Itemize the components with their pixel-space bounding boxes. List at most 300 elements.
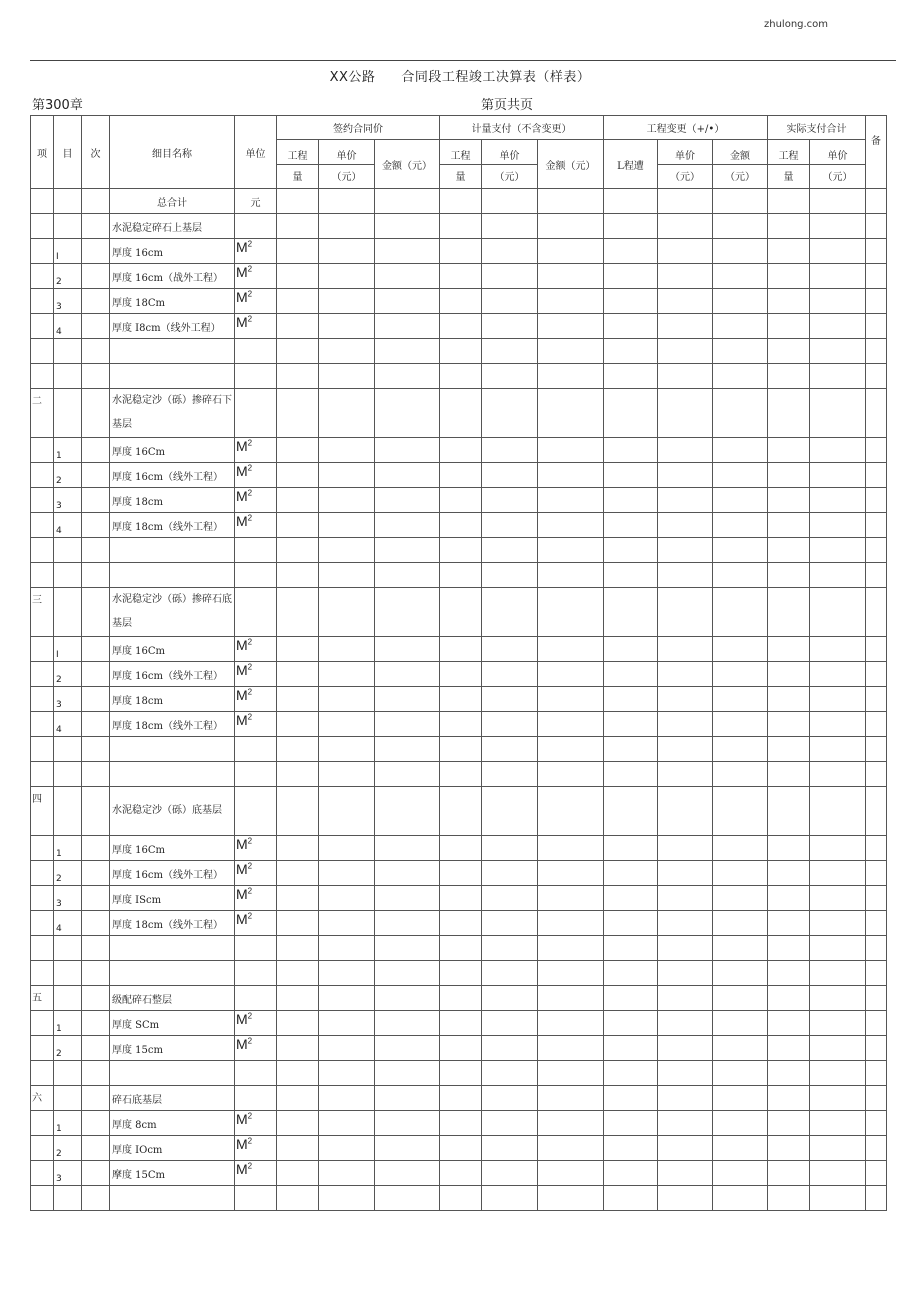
cell xyxy=(713,563,768,588)
cell xyxy=(538,986,604,1011)
unit-label: M xyxy=(236,836,248,852)
cell xyxy=(31,314,54,339)
cell xyxy=(375,538,440,563)
header-change-qty: L程遭 xyxy=(604,140,658,189)
cell xyxy=(658,214,713,239)
cell xyxy=(482,662,538,687)
cell xyxy=(768,264,810,289)
cell xyxy=(810,364,866,389)
cell xyxy=(31,1011,54,1036)
cell xyxy=(82,1111,110,1136)
cell xyxy=(538,314,604,339)
cell xyxy=(538,1186,604,1211)
cell xyxy=(375,787,440,836)
cell xyxy=(319,662,375,687)
cell xyxy=(482,1136,538,1161)
cell xyxy=(375,1086,440,1111)
header-measured-amount: 金额（元） xyxy=(538,140,604,189)
cell xyxy=(82,563,110,588)
cell xyxy=(482,339,538,364)
header-measured-qty: 工程 xyxy=(440,140,482,165)
cell xyxy=(440,239,482,264)
unit-label: M xyxy=(236,264,248,280)
cell xyxy=(538,364,604,389)
cell xyxy=(31,861,54,886)
unit-cell xyxy=(235,637,277,662)
sub-item-number: 2 xyxy=(54,264,82,289)
cell xyxy=(110,563,235,588)
cell xyxy=(866,1036,887,1061)
cell xyxy=(768,687,810,712)
section-number: 二 xyxy=(31,389,54,438)
cell xyxy=(440,563,482,588)
header-contract-price-2: （元） xyxy=(319,165,375,189)
cell xyxy=(277,314,319,339)
cell xyxy=(713,214,768,239)
cell xyxy=(277,886,319,911)
cell xyxy=(440,339,482,364)
item-name: 厚度 16Cm xyxy=(110,637,235,662)
cell xyxy=(319,1161,375,1186)
cell xyxy=(866,488,887,513)
unit-cell xyxy=(235,687,277,712)
unit-label: M xyxy=(236,637,248,653)
header-change-price-2: （元） xyxy=(658,165,713,189)
cell xyxy=(31,1186,54,1211)
cell xyxy=(604,911,658,936)
cell xyxy=(866,389,887,438)
cell xyxy=(713,762,768,787)
cell xyxy=(810,339,866,364)
header-rule xyxy=(30,60,896,61)
cell xyxy=(319,339,375,364)
cell xyxy=(810,787,866,836)
cell xyxy=(235,1186,277,1211)
cell xyxy=(538,762,604,787)
cell xyxy=(277,189,319,214)
cell xyxy=(440,886,482,911)
header-actual-qty-2: 量 xyxy=(768,165,810,189)
unit-exponent: 2 xyxy=(247,886,253,896)
cell xyxy=(235,538,277,563)
sub-item-number: I xyxy=(54,239,82,264)
cell xyxy=(713,289,768,314)
cell xyxy=(375,563,440,588)
cell xyxy=(538,488,604,513)
cell xyxy=(538,1111,604,1136)
cell xyxy=(277,463,319,488)
cell xyxy=(538,737,604,762)
cell xyxy=(440,214,482,239)
cell xyxy=(110,364,235,389)
unit-cell xyxy=(235,1036,277,1061)
cell xyxy=(482,1086,538,1111)
cell xyxy=(277,513,319,538)
unit-exponent: 2 xyxy=(247,1136,253,1146)
cell xyxy=(604,488,658,513)
unit-cell xyxy=(235,911,277,936)
cell xyxy=(375,712,440,737)
sub-item-number: 2 xyxy=(54,463,82,488)
cell xyxy=(277,588,319,637)
unit-label: M xyxy=(236,1161,248,1177)
cell xyxy=(866,986,887,1011)
cell xyxy=(31,712,54,737)
cell xyxy=(810,911,866,936)
cell xyxy=(440,911,482,936)
cell xyxy=(440,314,482,339)
cell xyxy=(277,712,319,737)
cell xyxy=(319,861,375,886)
cell xyxy=(319,239,375,264)
cell xyxy=(54,339,82,364)
unit-exponent: 2 xyxy=(247,1111,253,1121)
cell xyxy=(110,936,235,961)
cell xyxy=(82,364,110,389)
cell xyxy=(658,986,713,1011)
unit-cell xyxy=(235,488,277,513)
cell xyxy=(31,662,54,687)
cell xyxy=(277,986,319,1011)
item-name: 厚度 16cm（线外工程） xyxy=(110,662,235,687)
cell xyxy=(604,214,658,239)
cell xyxy=(31,538,54,563)
header-contract-qty-2: 量 xyxy=(277,165,319,189)
cell xyxy=(319,189,375,214)
chapter-label: 第300章 xyxy=(32,98,83,113)
cell xyxy=(277,1011,319,1036)
table-row xyxy=(31,314,887,339)
cell xyxy=(866,189,887,214)
cell xyxy=(604,762,658,787)
cell xyxy=(277,264,319,289)
sub-item-number: 3 xyxy=(54,886,82,911)
cell xyxy=(713,886,768,911)
cell xyxy=(235,364,277,389)
unit-exponent: 2 xyxy=(247,488,253,498)
cell xyxy=(810,986,866,1011)
cell xyxy=(713,712,768,737)
sub-item-number: I xyxy=(54,637,82,662)
cell xyxy=(713,986,768,1011)
cell xyxy=(604,961,658,986)
item-name: 厚度 16cm xyxy=(110,239,235,264)
cell xyxy=(277,1186,319,1211)
table-row xyxy=(31,1111,887,1136)
cell xyxy=(604,1186,658,1211)
cell xyxy=(658,637,713,662)
header-item-name: 细目名称 xyxy=(110,116,235,189)
cell xyxy=(82,737,110,762)
cell xyxy=(768,662,810,687)
cell xyxy=(658,712,713,737)
cell xyxy=(482,463,538,488)
cell xyxy=(482,189,538,214)
cell xyxy=(810,637,866,662)
cell xyxy=(110,1186,235,1211)
cell xyxy=(482,687,538,712)
cell xyxy=(482,637,538,662)
sub-item-number: 1 xyxy=(54,1011,82,1036)
cell xyxy=(440,836,482,861)
cell xyxy=(235,961,277,986)
cell xyxy=(768,339,810,364)
cell xyxy=(768,389,810,438)
cell xyxy=(866,787,887,836)
cell xyxy=(658,886,713,911)
item-name: 摩度 15Cm xyxy=(110,1161,235,1186)
cell xyxy=(82,289,110,314)
cell xyxy=(768,239,810,264)
cell xyxy=(866,264,887,289)
cell xyxy=(31,1111,54,1136)
header-change: 工程变更（+/•） xyxy=(604,116,768,140)
unit-label: M xyxy=(236,1136,248,1152)
unit-exponent: 2 xyxy=(247,861,253,871)
cell xyxy=(375,314,440,339)
cell xyxy=(604,314,658,339)
cell xyxy=(31,264,54,289)
cell xyxy=(866,538,887,563)
cell xyxy=(277,787,319,836)
cell xyxy=(482,836,538,861)
table-row xyxy=(31,239,887,264)
cell xyxy=(482,538,538,563)
cell xyxy=(82,1036,110,1061)
item-name: 厚度 16Cm xyxy=(110,836,235,861)
cell xyxy=(604,986,658,1011)
cell xyxy=(768,836,810,861)
title-main: 合同段工程竣工决算表（样表） xyxy=(401,70,591,85)
cell xyxy=(866,339,887,364)
cell xyxy=(658,538,713,563)
cell xyxy=(235,737,277,762)
unit-cell xyxy=(235,264,277,289)
cell xyxy=(277,438,319,463)
section-number xyxy=(31,214,54,239)
cell xyxy=(31,563,54,588)
sub-item-number: 4 xyxy=(54,911,82,936)
header-change-price: 单价 xyxy=(658,140,713,165)
cell xyxy=(658,662,713,687)
cell xyxy=(658,264,713,289)
cell xyxy=(768,364,810,389)
cell xyxy=(440,189,482,214)
cell xyxy=(54,1186,82,1211)
cell xyxy=(235,563,277,588)
cell xyxy=(31,936,54,961)
sub-item-number: 1 xyxy=(54,836,82,861)
cell xyxy=(82,189,110,214)
sub-item-number: 4 xyxy=(54,314,82,339)
cell xyxy=(375,836,440,861)
table-row xyxy=(31,1136,887,1161)
cell xyxy=(375,1161,440,1186)
cell xyxy=(31,886,54,911)
cell xyxy=(810,563,866,588)
cell xyxy=(31,637,54,662)
item-name: 厚度 SCm xyxy=(110,1011,235,1036)
unit-cell xyxy=(235,463,277,488)
cell xyxy=(810,463,866,488)
cell xyxy=(538,836,604,861)
cell xyxy=(713,737,768,762)
cell xyxy=(658,239,713,264)
cell xyxy=(319,264,375,289)
cell xyxy=(82,787,110,836)
table-row xyxy=(31,513,887,538)
cell xyxy=(82,836,110,861)
unit-cell xyxy=(235,289,277,314)
cell xyxy=(538,1036,604,1061)
cell xyxy=(658,1011,713,1036)
cell xyxy=(31,1136,54,1161)
cell xyxy=(658,364,713,389)
sub-item-number: 2 xyxy=(54,662,82,687)
cell xyxy=(810,513,866,538)
cell xyxy=(866,662,887,687)
cell xyxy=(482,289,538,314)
cell xyxy=(82,886,110,911)
cell xyxy=(658,836,713,861)
cell xyxy=(482,364,538,389)
table-row xyxy=(31,712,887,737)
cell xyxy=(658,1186,713,1211)
cell xyxy=(713,438,768,463)
cell xyxy=(375,911,440,936)
item-name: 厚度 8cm xyxy=(110,1111,235,1136)
sub-item-number: 2 xyxy=(54,1136,82,1161)
cell xyxy=(604,712,658,737)
table-row xyxy=(31,488,887,513)
cell xyxy=(482,513,538,538)
cell xyxy=(768,463,810,488)
blank-row xyxy=(31,364,887,389)
cell xyxy=(235,214,277,239)
item-name: 厚度 I8cm（线外工程） xyxy=(110,314,235,339)
cell xyxy=(319,712,375,737)
unit-cell xyxy=(235,662,277,687)
cell xyxy=(810,861,866,886)
sub-item-number: 3 xyxy=(54,1161,82,1186)
cell xyxy=(375,886,440,911)
cell xyxy=(604,737,658,762)
cell xyxy=(658,737,713,762)
cell xyxy=(375,289,440,314)
unit-cell xyxy=(235,513,277,538)
cell xyxy=(319,364,375,389)
cell xyxy=(440,961,482,986)
cell xyxy=(713,364,768,389)
cell xyxy=(538,1011,604,1036)
cell xyxy=(235,787,277,836)
cell xyxy=(54,737,82,762)
cell xyxy=(31,239,54,264)
cell xyxy=(810,1161,866,1186)
cell xyxy=(713,538,768,563)
cell xyxy=(482,1186,538,1211)
cell xyxy=(768,986,810,1011)
cell xyxy=(538,463,604,488)
cell xyxy=(440,687,482,712)
cell xyxy=(713,861,768,886)
cell xyxy=(538,389,604,438)
cell xyxy=(110,339,235,364)
cell xyxy=(658,389,713,438)
cell xyxy=(658,961,713,986)
unit-label: M xyxy=(236,1011,248,1027)
cell xyxy=(277,737,319,762)
cell xyxy=(604,1061,658,1086)
cell xyxy=(375,488,440,513)
cell xyxy=(277,1161,319,1186)
cell xyxy=(810,936,866,961)
cell xyxy=(277,364,319,389)
cell xyxy=(604,264,658,289)
cell xyxy=(538,886,604,911)
cell xyxy=(713,389,768,438)
cell xyxy=(319,513,375,538)
blank-row xyxy=(31,737,887,762)
section-title: 水泥稳定碎石上基层 xyxy=(110,214,235,239)
cell xyxy=(810,1036,866,1061)
item-name: 厚度 18Cm xyxy=(110,289,235,314)
table-row xyxy=(31,886,887,911)
cell xyxy=(440,762,482,787)
unit-exponent: 2 xyxy=(247,438,253,448)
cell xyxy=(713,339,768,364)
cell xyxy=(31,1161,54,1186)
cell xyxy=(375,986,440,1011)
table-row xyxy=(31,1036,887,1061)
cell xyxy=(866,513,887,538)
cell xyxy=(866,463,887,488)
cell xyxy=(866,637,887,662)
cell xyxy=(440,737,482,762)
unit-exponent: 2 xyxy=(247,314,253,324)
cell xyxy=(440,712,482,737)
cell xyxy=(31,438,54,463)
cell xyxy=(768,1011,810,1036)
cell xyxy=(440,861,482,886)
sub-item-number: 2 xyxy=(54,1036,82,1061)
cell xyxy=(538,1086,604,1111)
cell xyxy=(319,1061,375,1086)
cell xyxy=(82,1011,110,1036)
cell xyxy=(658,911,713,936)
cell xyxy=(768,936,810,961)
section-title: 水泥稳定沙（砾）掺碎石底基层 xyxy=(110,588,235,637)
cell xyxy=(604,239,658,264)
cell xyxy=(375,513,440,538)
cell xyxy=(440,787,482,836)
cell xyxy=(810,488,866,513)
sub-item-number: 1 xyxy=(54,438,82,463)
cell xyxy=(810,289,866,314)
header-contract-price: 签约合同价 xyxy=(277,116,440,140)
cell xyxy=(604,662,658,687)
cell xyxy=(713,911,768,936)
unit-label: M xyxy=(236,314,248,330)
cell xyxy=(277,239,319,264)
cell xyxy=(482,214,538,239)
cell xyxy=(604,1086,658,1111)
cell xyxy=(713,687,768,712)
cell xyxy=(713,936,768,961)
cell xyxy=(866,762,887,787)
unit-label: M xyxy=(236,488,248,504)
cell xyxy=(482,488,538,513)
